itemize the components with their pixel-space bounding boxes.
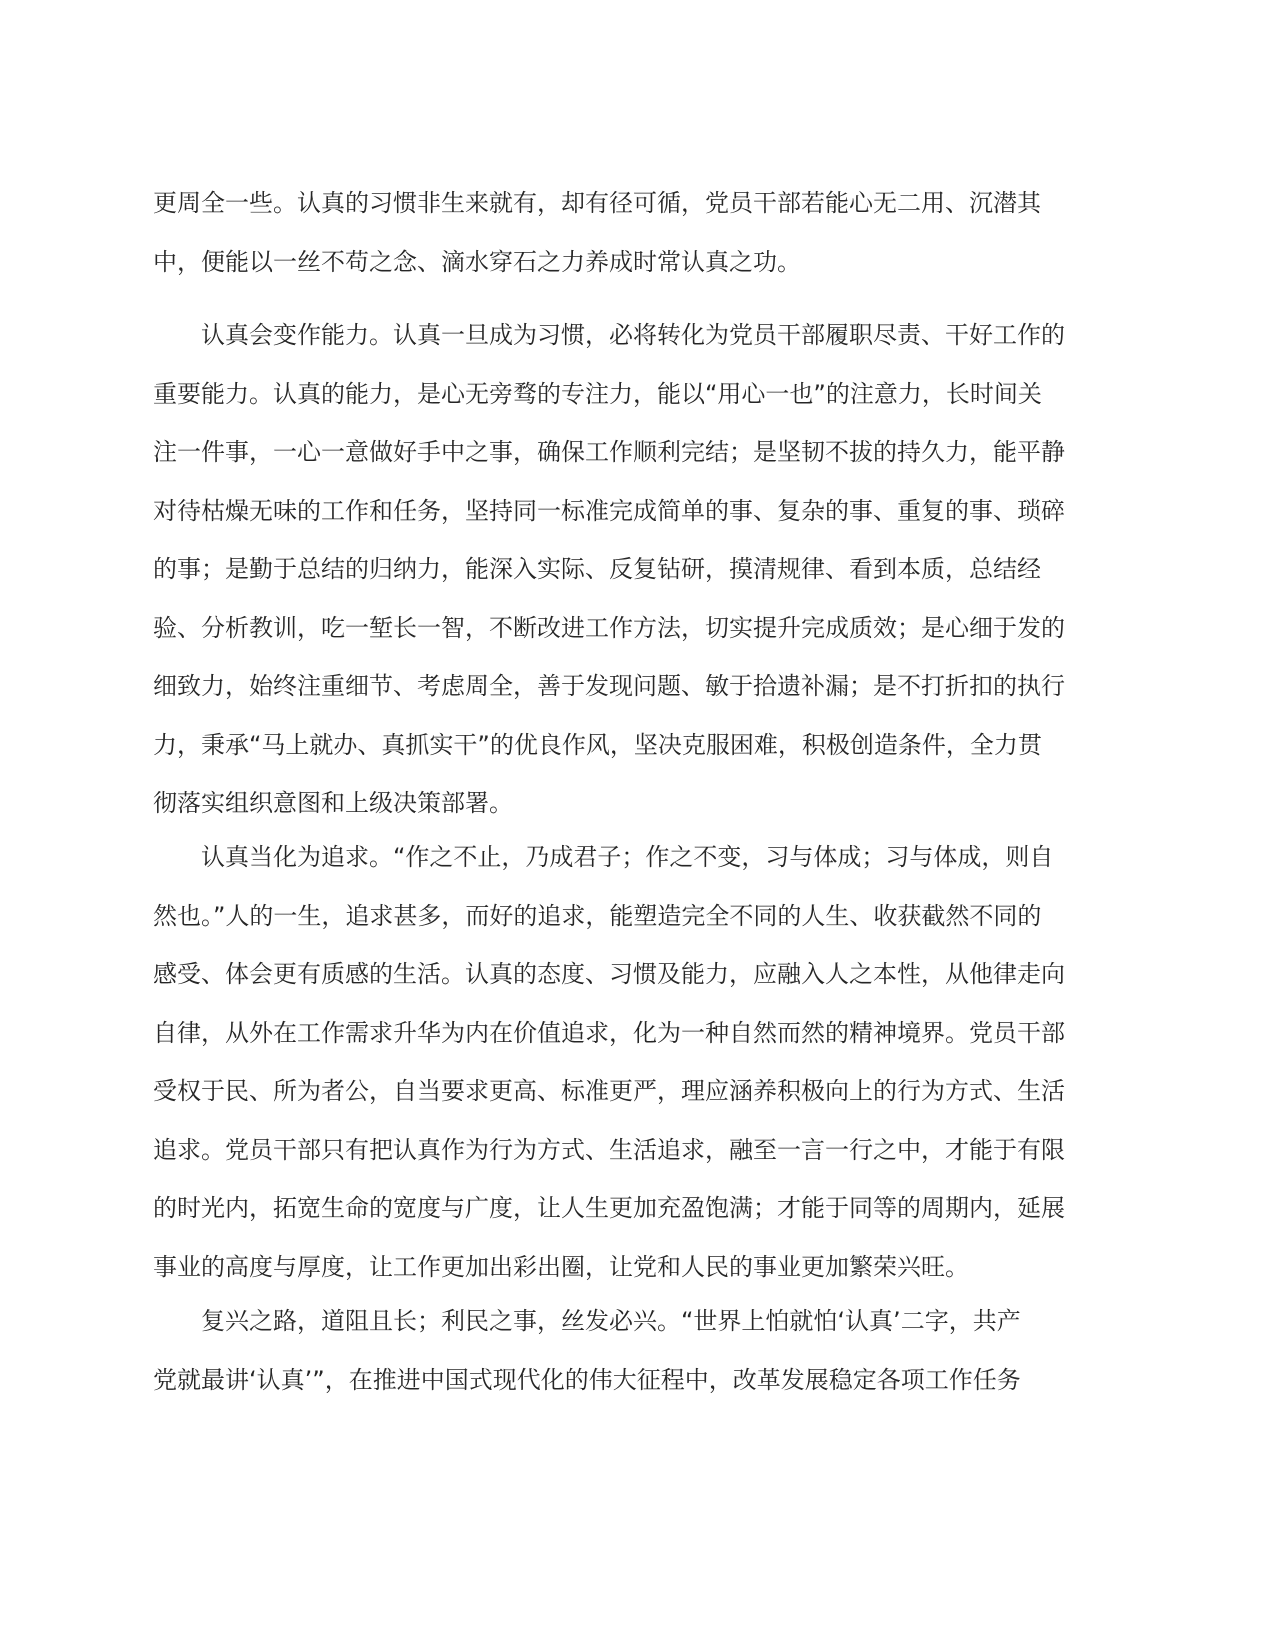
paragraph-line: 对待枯燥无味的工作和任务，坚持同一标准完成简单的事、复杂的事、重复的事、琐碎 [153,496,1065,525]
paragraph-line: 更周全一些。认真的习惯非生来就有，却有径可循，党员干部若能心无二用、沉潜其 [153,189,1041,217]
paragraph-line: 感受、体会更有质感的生活。认真的态度、习惯及能力，应融入人之本性，从他律走向 [153,960,1065,988]
paragraph-line: 的事；是勤于总结的归纳力，能深入实际、反复钻研，摸清规律、看到本质，总结经 [153,555,1041,583]
paragraph-line: 事业的高度与厚度，让工作更加出彩出圈，让党和人民的事业更加繁荣兴旺。 [153,1252,969,1281]
paragraph-line: 党就最讲‘认真’”，在推进中国式现代化的伟大征程中，改革发展稳定各项工作任务 [153,1365,1021,1394]
paragraph-line: 彻落实组织意图和上级决策部署。 [153,789,513,817]
paragraph-line: 中，便能以一丝不苟之念、滴水穿石之力养成时常认真之功。 [153,247,801,276]
paragraph-2 [153,306,1106,833]
paragraph-line: 注一件事，一心一意做好手中之事，确保工作顺利完结；是坚韧不拔的持久力，能平静 [153,438,1065,466]
paragraph-1 [153,174,1106,291]
paragraph-line: 力，秉承“马上就办、真抓实干”的优良作风，坚决克服困难，积极创造条件，全力贯 [153,730,1042,759]
paragraph-line: 追求。党员干部只有把认真作为行为方式、生活追求，融至一言一行之中，才能于有限 [153,1135,1065,1164]
paragraph-line: 细致力，始终注重细节、考虑周全，善于发现问题、敏于拾遗补漏；是不打折扣的执行 [153,672,1065,700]
paragraph-line: 的时光内，拓宽生命的宽度与广度，让人生更加充盈饱满；才能于同等的周期内，延展 [153,1194,1065,1222]
paragraph-line: 认真当化为追求。“作之不止，乃成君子；作之不变，习与体成；习与体成，则自 [201,843,1054,871]
paragraph-4 [153,1292,1106,1409]
paragraph-line: 认真会变作能力。认真一旦成为习惯，必将转化为党员干部履职尽责、干好工作的 [201,321,1065,349]
paragraph-line: 然也。”人的一生，追求甚多，而好的追求，能塑造完全不同的人生、收获截然不同的 [153,901,1042,930]
paragraph-3 [153,828,1106,1296]
paragraph-line: 重要能力。认真的能力，是心无旁骛的专注力，能以“用心一也”的注意力，长时间关 [153,379,1042,408]
paragraph-line: 受权于民、所为者公，自当要求更高、标准更严，理应涵养积极向上的行为方式、生活 [153,1077,1065,1105]
paragraph-line: 验、分析教训，吃一堑长一智，不断改进工作方法，切实提升完成质效；是心细于发的 [153,613,1065,642]
paragraph-line: 复兴之路，道阻且长；利民之事，丝发必兴。“世界上怕就怕‘认真’二字，共产 [201,1307,1021,1335]
paragraph-line: 自律，从外在工作需求升华为内在价值追求，化为一种自然而然的精神境界。党员干部 [153,1018,1065,1047]
